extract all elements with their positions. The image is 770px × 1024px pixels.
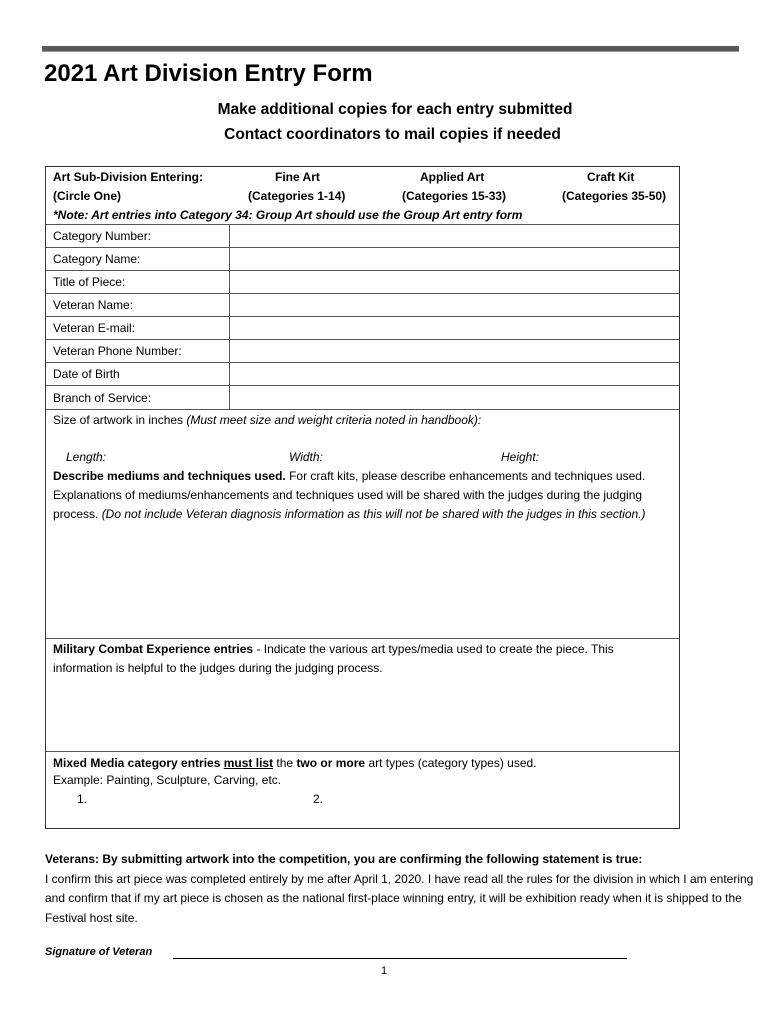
subtitle-copies: Make additional copies for each entry submitted bbox=[217, 101, 573, 118]
mixed-media-item-2[interactable]: 2. bbox=[313, 792, 324, 806]
veterans-statement-heading: Veterans: By submitting artwork into the competition, you are confirming the following statement is true: bbox=[45, 852, 643, 866]
height-label[interactable]: Height: bbox=[501, 450, 540, 464]
veteran-phone-input[interactable] bbox=[230, 340, 679, 362]
page-title: 2021 Art Division Entry Form bbox=[44, 60, 373, 87]
option-fine-art-range: (Categories 1-14) bbox=[248, 189, 346, 203]
subtitle-contact: Contact coordinators to mail copies if needed bbox=[224, 126, 561, 143]
option-craft-kit-range: (Categories 35-50) bbox=[562, 189, 667, 203]
title-of-piece-label: Title of Piece: bbox=[53, 275, 126, 289]
date-of-birth-input[interactable] bbox=[230, 363, 679, 385]
veteran-email-input[interactable] bbox=[230, 317, 679, 339]
veterans-statement-text: I confirm this art piece was completed entirely by me after April 1, 2020. I have read all the rules for the division in which I am entering and confirm that if my art piece is chosen as the national first-place winning entry, it will be exhibition ready when it is shipped to the Festival host site. bbox=[45, 871, 754, 925]
veteran-name-input[interactable] bbox=[230, 294, 679, 316]
military-section[interactable]: Military Combat Experience entries - Indicate the various art types/media used to create the piece. This information is helpful to the judges during the judging process. bbox=[53, 642, 614, 675]
subdivision-label: Art Sub-Division Entering: bbox=[53, 170, 203, 184]
mixed-media-item-1[interactable]: 1. bbox=[77, 792, 88, 806]
top-rule bbox=[42, 46, 739, 52]
veteran-name-label: Veteran Name: bbox=[53, 298, 134, 312]
mediums-section[interactable]: Describe mediums and techniques used. For craft kits, please describe enhancements and techniques used. Explanations of mediums/enhancements and techniques used will be shared with the judges during the judging process. (Do not include Veteran diagnosis information as this will not be shared with the judges in this section.) bbox=[53, 469, 646, 521]
veterans-statement bbox=[45, 850, 760, 928]
category-name-input[interactable] bbox=[230, 248, 679, 270]
length-label[interactable]: Length: bbox=[66, 450, 107, 464]
category-number-input[interactable] bbox=[230, 225, 679, 247]
option-applied-art[interactable]: Applied Art bbox=[420, 170, 485, 184]
signature-line[interactable] bbox=[173, 958, 627, 959]
option-applied-art-range: (Categories 15-33) bbox=[402, 189, 507, 203]
size-of-artwork-label: Size of artwork in inches (Must meet size and weight criteria noted in handbook): bbox=[53, 413, 482, 427]
veteran-email-label: Veteran E-mail: bbox=[53, 321, 136, 335]
signature-label: Signature of Veteran bbox=[45, 946, 153, 958]
title-of-piece-input[interactable] bbox=[230, 271, 679, 293]
page-number: 1 bbox=[381, 965, 388, 977]
circle-one-label: (Circle One) bbox=[53, 189, 122, 203]
mixed-media-example: Example: Painting, Sculpture, Carving, etc. bbox=[53, 773, 282, 787]
branch-of-service-input[interactable] bbox=[230, 386, 679, 409]
branch-of-service-label: Branch of Service: bbox=[53, 391, 152, 405]
category-number-label: Category Number: bbox=[53, 229, 152, 243]
width-label[interactable]: Width: bbox=[289, 450, 323, 464]
option-fine-art[interactable]: Fine Art bbox=[275, 170, 320, 184]
mixed-media-section[interactable]: Mixed Media category entries must list the two or more art types (category types) used. bbox=[53, 756, 537, 770]
date-of-birth-label: Date of Birth bbox=[53, 367, 120, 381]
entry-form bbox=[45, 166, 680, 829]
veteran-phone-label: Veteran Phone Number: bbox=[53, 344, 182, 358]
option-craft-kit[interactable]: Craft Kit bbox=[587, 170, 635, 184]
category-name-label: Category Name: bbox=[53, 252, 141, 266]
group-art-note: *Note: Art entries into Category 34: Group Art should use the Group Art entry form bbox=[53, 208, 523, 222]
